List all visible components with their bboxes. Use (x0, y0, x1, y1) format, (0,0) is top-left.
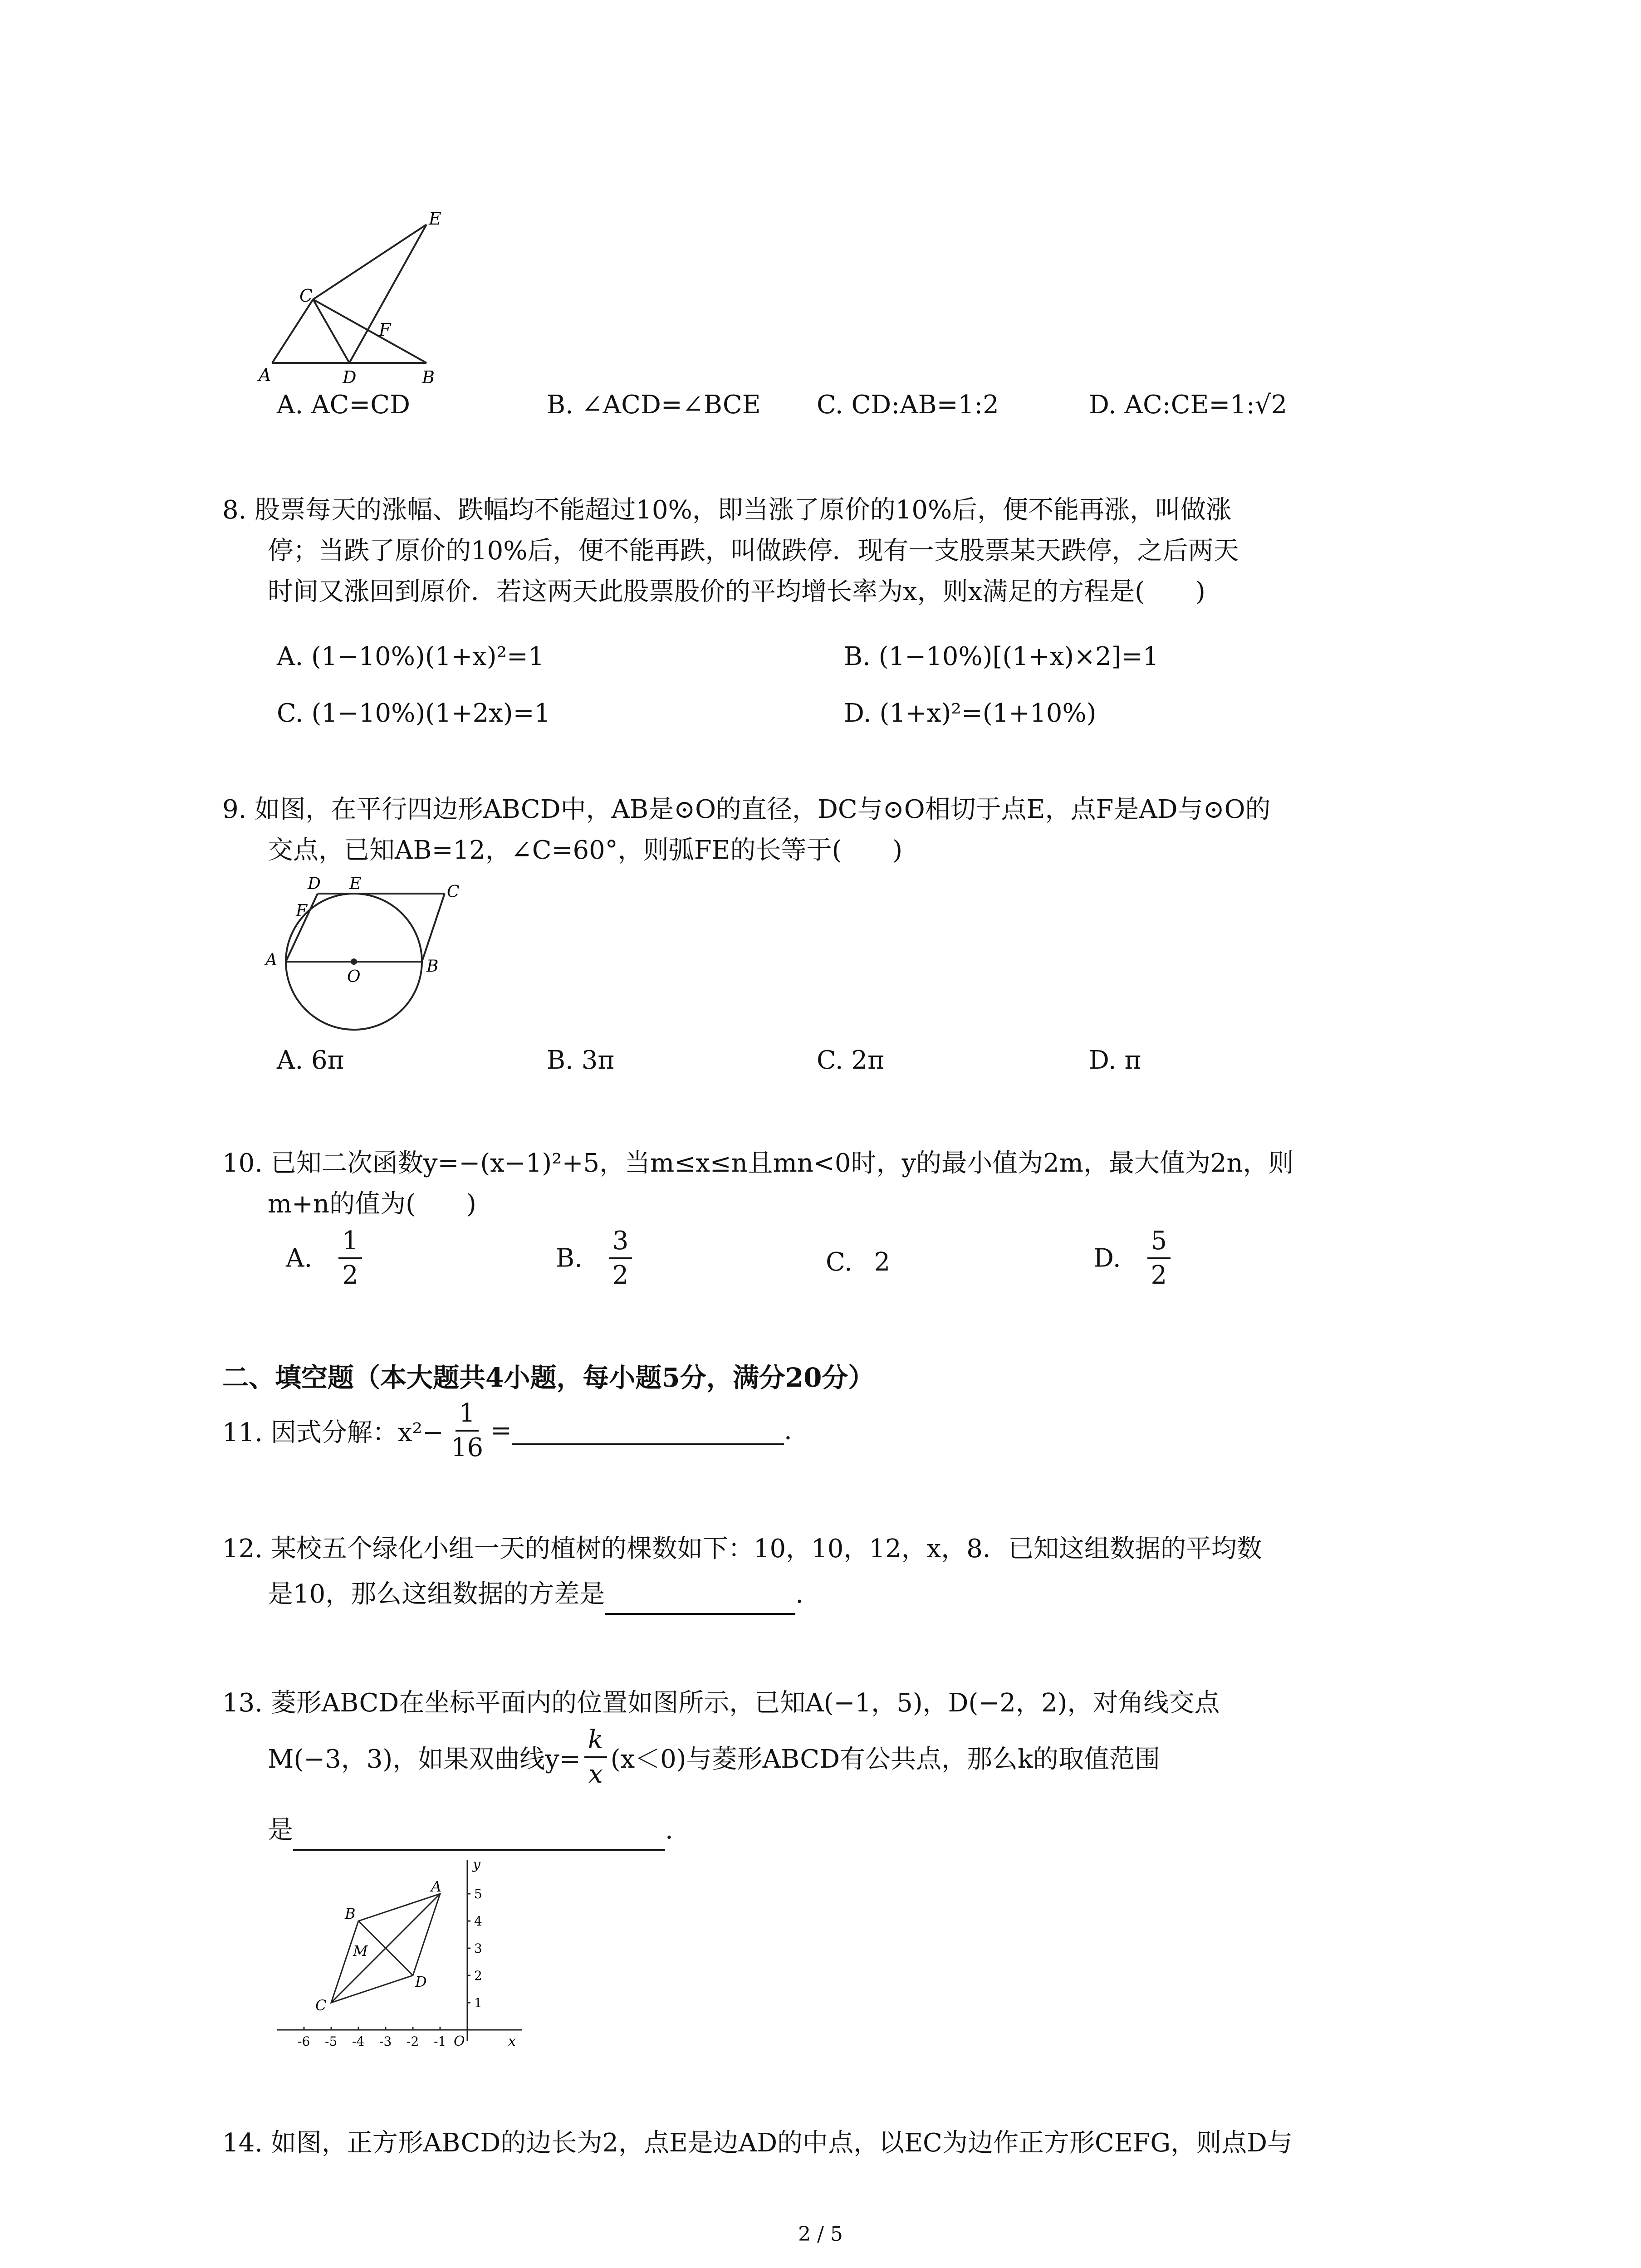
q8-option-b: B. (1−10%)[(1+x)×2]=1 (844, 642, 1159, 671)
q13-fraction (584, 1724, 607, 1791)
q10-option-a (286, 1225, 366, 1292)
page-number: 2 / 5 (798, 2223, 843, 2246)
q10-option-b-num: 3 (609, 1225, 632, 1259)
q9-figure (254, 875, 490, 1039)
q13-answer-blank[interactable] (293, 1822, 665, 1851)
q10-option-d-fraction (1147, 1225, 1171, 1292)
q11-fraction (447, 1397, 487, 1464)
q8-option-d: D. (1+x)²=(1+10%) (844, 699, 1097, 728)
q13-figure (268, 1851, 540, 2059)
q7-option-c: C. CD:AB=1:2 (817, 390, 999, 420)
fig7-label-f: F (379, 320, 391, 340)
q9-option-d: D. π (1089, 1046, 1141, 1075)
fig9-label-o: O (347, 968, 361, 986)
q9-line-2: 交点，已知AB=12，∠C=60°，则弧FE的长等于( ) (268, 836, 903, 865)
fig13-xtick-neg4: -4 (352, 2034, 365, 2049)
fig13-label-c: C (315, 1997, 327, 2014)
q13-line-2 (268, 1724, 1160, 1791)
fig13-ytick-1: 1 (474, 1995, 482, 2010)
fig7-label-a: A (259, 365, 271, 385)
q11-prefix: 11. 因式分解：x²− (222, 1418, 444, 1447)
fig13-xtick-neg2: -2 (407, 2034, 419, 2049)
fig9-label-f: F (296, 902, 307, 920)
q13-line-3 (268, 1810, 673, 1851)
q11-eq: = (490, 1416, 512, 1446)
q12-answer-blank[interactable] (605, 1586, 795, 1615)
q10-option-c-value: 2 (874, 1247, 891, 1277)
q10-option-a-den: 2 (342, 1261, 358, 1290)
q11 (222, 1397, 792, 1464)
q10-option-a-fraction (338, 1225, 362, 1292)
fig9-label-d: D (308, 875, 321, 893)
fig13-label-x: x (508, 2033, 516, 2049)
fig13-ytick-5: 5 (474, 1887, 482, 1901)
q11-answer-blank[interactable] (512, 1416, 784, 1445)
fig7-label-c: C (299, 286, 313, 306)
q10-option-a-num: 1 (338, 1225, 362, 1259)
q8-line-3: 时间又涨回到原价．若这两天此股票股价的平均增长率为x，则x满足的方程是( ) (268, 577, 1205, 606)
fig9-label-e: E (349, 875, 362, 893)
q10-option-d-den: 2 (1151, 1261, 1167, 1290)
q13-end: . (665, 1815, 673, 1845)
q10-option-d-letter: D. (1093, 1243, 1121, 1273)
fig13-xtick-neg1: -1 (434, 2034, 446, 2049)
q9-option-b: B. 3π (547, 1046, 615, 1075)
q12-line-2 (268, 1574, 803, 1615)
q10-line-2: m+n的值为( ) (268, 1189, 476, 1219)
q13-num: k (584, 1724, 607, 1758)
q8-option-c: C. (1−10%)(1+2x)=1 (277, 699, 551, 728)
fig13-label-m: M (353, 1942, 368, 1960)
q10-option-b-letter: B. (556, 1243, 583, 1273)
fig13-ytick-2: 2 (474, 1968, 482, 1983)
q8-line-2: 停；当跌了原价的10%后，便不能再跌，叫做跌停．现有一支股票某天跌停，之后两天 (268, 536, 1239, 566)
q12-end: . (795, 1579, 804, 1609)
q13-line-1: 13. 菱形ABCD在坐标平面内的位置如图所示，已知A(−1，5)，D(−2，2)，对角线交点 (222, 1688, 1220, 1718)
fig13-label-d: D (415, 1973, 427, 1990)
q14-line-1: 14. 如图，正方形ABCD的边长为2，点E是边AD的中点，以EC为边作正方形CEFG，则点D与 (222, 2128, 1293, 2158)
q10-option-a-letter: A. (286, 1243, 313, 1273)
q10-line-1: 10. 已知二次函数y=−(x−1)²+5，当m≤x≤n且mn<0时，y的最小值为2m，最大值为2n，则 (222, 1149, 1294, 1178)
q9-center-dot (351, 958, 357, 965)
fig13-label-o: O (454, 2033, 465, 2049)
q8-option-a: A. (1−10%)(1+x)²=1 (277, 642, 544, 671)
fig9-label-b: B (426, 957, 439, 976)
q13-line-2a: M(−3，3)，如果双曲线y= (268, 1745, 581, 1774)
fig13-label-b: B (345, 1905, 356, 1922)
fig9-label-c: C (447, 883, 460, 901)
fig7-label-e: E (429, 209, 441, 229)
q7-option-d: D. AC:CE=1:√2 (1089, 390, 1288, 420)
section-2-title: 二、填空题（本大题共4小题，每小题5分，满分20分） (222, 1362, 875, 1393)
q10-option-b-fraction (609, 1225, 632, 1292)
q7-option-a: A. AC=CD (277, 390, 410, 420)
q13-line-2b: (x＜0)与菱形ABCD有公共点，那么k的取值范围 (610, 1745, 1160, 1774)
q10-option-c-letter: C. (826, 1247, 852, 1277)
q13-line-3-text: 是 (268, 1815, 293, 1845)
q11-num: 1 (456, 1397, 479, 1432)
q13-den: x (588, 1760, 603, 1789)
q10-option-b (556, 1225, 636, 1292)
q9-option-a: A. 6π (277, 1046, 344, 1075)
q10-option-d-num: 5 (1147, 1225, 1171, 1259)
fig7-label-d: D (343, 367, 357, 386)
fig13-ytick-4: 4 (474, 1914, 482, 1929)
q9-option-c: C. 2π (817, 1046, 884, 1075)
q8-line-1: 8. 股票每天的涨幅、跌幅均不能超过10%，即当涨了原价的10%后，便不能再涨，叫做涨 (222, 495, 1232, 525)
q12-line-1: 12. 某校五个绿化小组一天的植树的棵数如下：10，10，12，x，8．已知这组数据的平均数 (222, 1534, 1262, 1564)
q11-end: . (784, 1416, 792, 1446)
q10-option-c (826, 1247, 890, 1277)
fig13-xtick-neg6: -6 (298, 2034, 310, 2049)
q10-option-d (1093, 1225, 1174, 1292)
q11-den: 16 (451, 1433, 484, 1462)
fig7-label-b: B (422, 367, 435, 386)
fig13-label-y: y (473, 1857, 480, 1872)
fig9-label-a: A (265, 951, 277, 969)
fig13-ytick-3: 3 (474, 1941, 482, 1956)
fig13-xtick-neg5: -5 (325, 2034, 338, 2049)
q9-line-1: 9. 如图，在平行四边形ABCD中，AB是⊙O的直径，DC与⊙O相切于点E，点F是AD与⊙O的 (222, 795, 1271, 824)
q12-line-2-text: 是10，那么这组数据的方差是 (268, 1579, 605, 1609)
fig13-label-a: A (431, 1878, 442, 1895)
q7-option-b: B. ∠ACD=∠BCE (547, 390, 761, 420)
q7-figure (254, 209, 463, 386)
fig13-xtick-neg3: -3 (379, 2034, 392, 2049)
q10-option-b-den: 2 (612, 1261, 629, 1290)
